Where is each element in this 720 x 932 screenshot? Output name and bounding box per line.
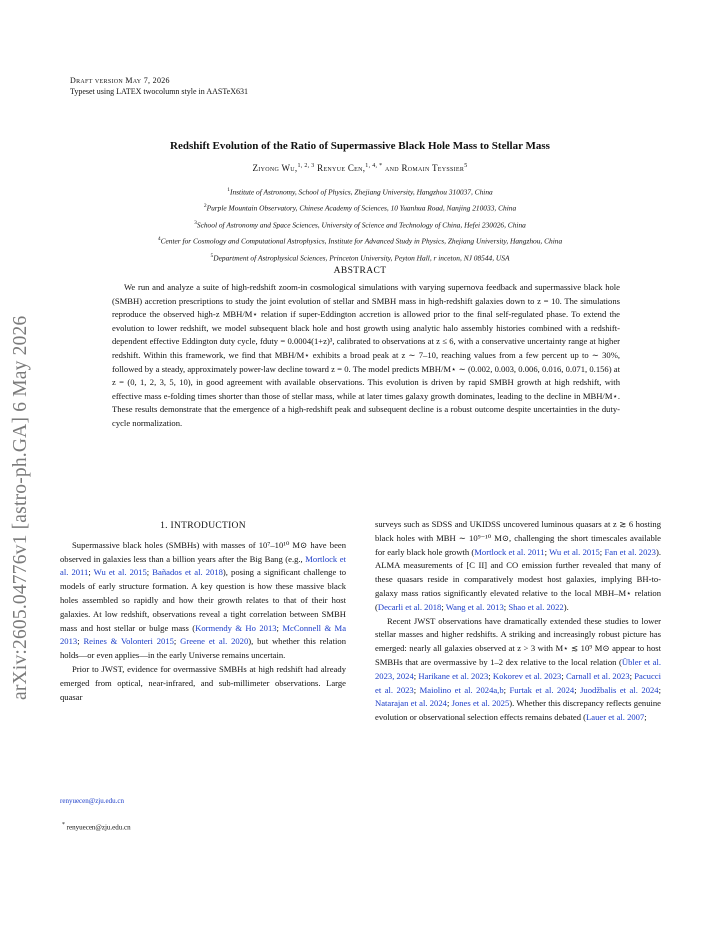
citation-link[interactable]: Pacucci et al. 2023 — [375, 670, 661, 695]
text-run: ; — [146, 567, 153, 578]
footnote-marker: * — [62, 822, 65, 828]
citation-link[interactable]: Shao et al. 2022 — [508, 601, 564, 612]
citation-link[interactable]: Mortlock et al. 2011 — [60, 553, 346, 578]
citation-link[interactable]: Natarajan et al. 2024 — [375, 698, 447, 709]
affiliation — [50, 232, 670, 248]
affiliation-number: 5 — [210, 252, 214, 259]
citation-link[interactable]: Lauer et al. 2007 — [586, 712, 645, 723]
text-run: ; — [88, 567, 94, 578]
affiliation-number: 3 — [194, 219, 197, 226]
abstract-heading: ABSTRACT — [333, 266, 387, 276]
abstract-body: We run and analyze a suite of high-redshift zoom-in cosmological simulations with varying supernova feedback and supermassive black hole (SMBH) accretion prescriptions to study the joint evolution of stellar and SMBH mass in high-redshift galaxies down to z = 10. The simulations reproduce the observed high-z MBH/M⋆ relation if super-Eddington accretion is allowed prior to the final self-regulated phase. To extend the evolution to lower redshift, we model subsequent black hole and host growth using analytic halo assembly histories combined with a redshift-dependent effective Eddington duty cycle, fduty = 0.0004(1+z)³, calibrated to observations at z ≤ 6, with a conservative uncertainty range at higher redshift. Within this framework, we find that MBH/M⋆ exhibits a broad peak at z ∼ 7–10, reaching values from a few percent up to ∼ 30%, followed by a steady, approximately power-law decline toward z = 0. The model predicts MBH/M⋆ ∼ (0.002, 0.003, 0.006, 0.016, 0.071, 0.156) at z = (0, 1, 2, 3, 5, 10), in good agreement with available observations. This evolution is driven by rapid SMBH growth at high redshift, with effective mass e-folding times shorter than those of stellar mass, while at later times galaxy growth dominates, leading to the decline in MBH/M⋆. These results demonstrate that the emergence of a high-redshift peak and subsequent decline is a robust outcome despite uncertainties in the duty-cycle normalization. — [112, 282, 620, 428]
section-heading-introduction: 1. INTRODUCTION — [160, 521, 246, 531]
citation-link[interactable]: Carnall et al. 2023 — [565, 670, 630, 681]
author-name: Ziyong Wu, — [252, 163, 298, 173]
affiliation — [50, 216, 670, 232]
citation-link[interactable]: McConnell & Ma 2013 — [60, 622, 347, 647]
text-run: ; — [658, 684, 661, 695]
text-run: ; — [629, 670, 635, 681]
text-run: ). — [563, 601, 569, 612]
preprint-header — [70, 75, 248, 97]
affiliation-text: School of Astronomy and Space Sciences, University of Science and Technology of China, Hefei 230026, China — [196, 220, 526, 230]
citation-link[interactable]: Übler et al. 2023, 2024 — [375, 656, 662, 681]
affiliation — [50, 199, 670, 215]
citation-link[interactable]: Wang et al. 2013 — [445, 601, 504, 612]
text-run: ; — [561, 670, 566, 681]
citation-link[interactable]: Maiolino et al. 2024a,b — [419, 684, 504, 695]
citation-link[interactable]: Mortlock et al. 2011 — [474, 546, 545, 557]
text-run: ; — [488, 670, 493, 681]
author-affil-marker[interactable]: 1, 4, * — [365, 163, 383, 169]
text-run: ), but whether this relation holds—or even applies—in the early Universe remains uncertain. — [60, 636, 346, 661]
text-run: ; — [413, 684, 420, 695]
affiliation-text: Center for Cosmology and Computational Astrophysics, Institute for Advanced Study in Physics, Zhejiang University, Hangzhou, China — [160, 236, 563, 246]
paragraph — [375, 518, 661, 615]
footnotes — [60, 795, 346, 833]
text-run: ; — [77, 636, 84, 647]
citation-link[interactable]: Wu et al. 2015 — [549, 546, 600, 557]
citation-link[interactable]: Furtak et al. 2024 — [509, 684, 575, 695]
citation-link[interactable]: Reines & Volonteri 2015 — [83, 636, 174, 647]
paragraph — [375, 615, 661, 725]
author-name: Renyue Cen, — [317, 163, 366, 173]
citation-link[interactable]: Greene et al. 2020 — [180, 636, 249, 647]
citation-link[interactable]: Kokorev et al. 2023 — [492, 670, 562, 681]
affiliation — [50, 249, 670, 265]
paragraph — [60, 539, 346, 663]
affiliation — [50, 183, 670, 199]
text-run: ; — [574, 684, 581, 695]
text-run: Supermassive black holes (SMBHs) with masses of 10⁷–10¹⁰ M⊙ have been observed in galaxies less than a billion years after the Big Bang (e.g., — [60, 539, 346, 564]
text-run: ; — [503, 684, 510, 695]
text-run: ; — [441, 601, 446, 612]
text-run: ). Whether this discrepancy reflects genuine evolution or observational selection effects remains debated ( — [375, 698, 661, 723]
author-name: Romain Teyssier — [401, 163, 465, 173]
citation-link[interactable]: Bañados et al. 2018 — [152, 567, 223, 578]
citation-link[interactable]: Decarli et al. 2018 — [377, 601, 442, 612]
text-run: ; — [599, 546, 605, 557]
left-column — [60, 520, 346, 704]
text-run: surveys such as SDSS and UKIDSS uncovered luminous quasars at z ≳ 6 hosting black holes with MBH ∼ 10⁹⁻¹⁰ M⊙, challenging the short timescales available for early black hole growth ( — [375, 519, 661, 557]
text-run: ), posing a significant challenge to models of early structure formation. A key question is how these massive black holes assembled so rapidly and how their growth relates to that of their host galaxies. At low redshift, observations reveal a tight correlation between SMBH mass and host stellar or bulge mass ( — [60, 567, 347, 633]
citation-link[interactable]: Kormendy & Ho 2013 — [195, 622, 277, 633]
affiliation-text: Department of Astrophysical Sciences, Princeton University, Peyton Hall, r inceton, NJ 08544, USA — [213, 253, 510, 263]
text-run: ). ALMA measurements of [C II] and CO emission further revealed that many of these quasars reside in comparatively modest host galaxies, implying BH-to-galaxy mass ratios significantly elevated relative to the local MBH–M⋆ relation ( — [375, 546, 661, 612]
text-run: ; — [276, 622, 283, 633]
citation-link[interactable]: Fan et al. 2023 — [604, 546, 656, 557]
text-run: ; — [544, 546, 550, 557]
text-run: ; — [644, 712, 647, 723]
author-list — [60, 163, 660, 173]
affiliation-text: Purple Mountain Observatory, Chinese Academy of Sciences, 10 Yuanhua Road, Nanjing 210033, China — [206, 203, 517, 213]
typeset-note: Typeset using LATEX twocolumn style in AASTeX631 — [70, 87, 248, 96]
citation-link[interactable]: Harikane et al. 2023 — [418, 670, 489, 681]
citation-link[interactable]: Jones et al. 2025 — [451, 698, 510, 709]
affiliation-text: Institute of Astronomy, School of Physics, Zhejiang University, Hangzhou 310037, China — [229, 187, 493, 197]
author-affil-marker[interactable]: 1, 2, 3 — [297, 163, 315, 169]
author-affil-marker[interactable]: 5 — [464, 163, 468, 169]
arxiv-stamp[interactable]: arXiv:2605.04776v1 [astro-ph.GA] 6 May 2026 — [10, 315, 31, 700]
right-column — [375, 518, 661, 725]
footnote-email-text: renyuecen@zju.edu.cn — [66, 823, 131, 832]
paper-title: Redshift Evolution of the Ratio of Supermassive Black Hole Mass to Stellar Mass — [170, 140, 550, 152]
paragraph: Prior to JWST, evidence for overmassive SMBHs at high redshift had already emerged from optical, near-infrared, and sub-millimeter observations. Large quasar — [60, 663, 346, 702]
text-run: ; — [503, 601, 509, 612]
text-run: Recent JWST observations have dramatically extended these studies to lower stellar masses and higher redshifts. A striking and increasingly robust picture has emerged: nearly all galaxies observed at z > 3 with M⋆ ≲ 10⁹ M⊙ appear to host SMBHs that are overmassive by 1–2 dex relative to the local relation ( — [375, 615, 661, 667]
draft-version: Draft version May 7, 2026 — [70, 76, 170, 85]
affiliation-number: 2 — [203, 203, 207, 210]
citation-link[interactable]: Wu et al. 2015 — [93, 567, 147, 578]
citation-link[interactable]: Juodžbalis et al. 2024 — [580, 684, 659, 695]
affiliation-list — [50, 183, 670, 265]
text-run: ; — [173, 636, 181, 647]
author-conjunction: and — [384, 163, 399, 173]
text-run: ; — [446, 698, 452, 709]
corresponding-email-link[interactable]: renyuecen@zju.edu.cn — [60, 797, 124, 805]
footnote-email — [60, 819, 346, 833]
text-run: ; — [413, 670, 419, 681]
affiliation-number: 1 — [227, 187, 230, 193]
affiliation-number: 4 — [157, 236, 161, 243]
